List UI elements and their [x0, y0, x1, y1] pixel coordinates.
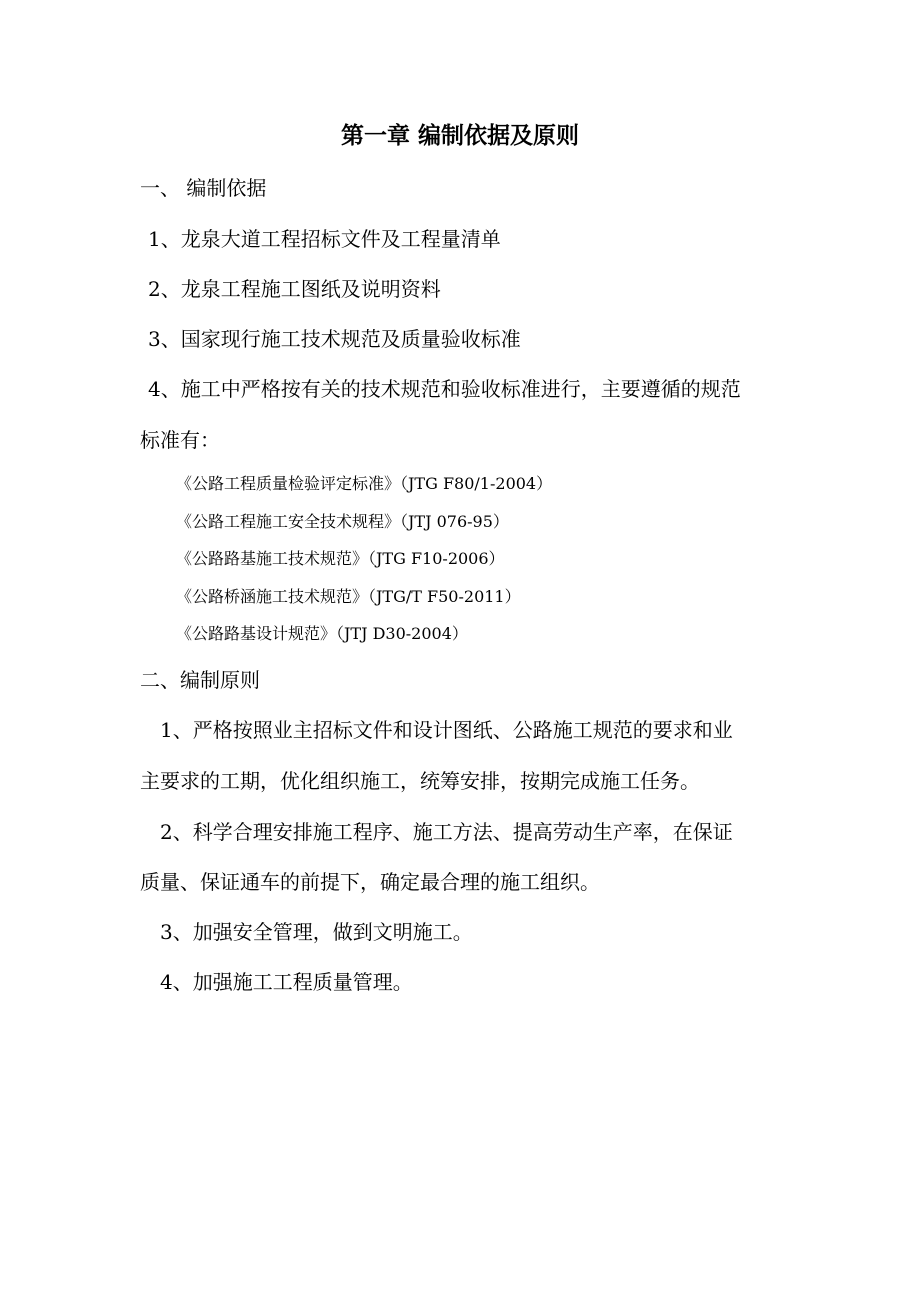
basis-item-3: 3、国家现行施工技术规范及质量验收标准 — [148, 327, 521, 351]
chapter-title: 第一章 编制依据及原则 — [340, 122, 579, 149]
principle-2-line-1: 2、科学合理安排施工程序、施工方法、提高劳动生产率，在保证 — [160, 820, 733, 844]
basis-item-2: 2、龙泉工程施工图纸及说明资料 — [148, 277, 441, 301]
principle-1-line-2: 主要求的工期，优化组织施工，统筹安排，按期完成施工任务。 — [140, 769, 700, 793]
standard-item-4: 《公路桥涵施工技术规范》（JTG/T F50-2011） — [176, 587, 521, 606]
standard-item-5: 《公路路基设计规范》（JTJ D30-2004） — [176, 624, 468, 643]
basis-item-1: 1、龙泉大道工程招标文件及工程量清单 — [148, 227, 501, 251]
standard-item-2: 《公路工程施工安全技术规程》（JTJ 076-95） — [176, 512, 509, 531]
principle-2-line-2: 质量、保证通车的前提下，确定最合理的施工组织。 — [140, 870, 600, 894]
basis-item-4: 4、施工中严格按有关的技术规范和验收标准进行，主要遵循的规范 — [148, 377, 741, 401]
basis-item-4-continuation: 标准有： — [140, 428, 220, 452]
section2-heading: 二、编制原则 — [140, 668, 260, 692]
standard-item-3: 《公路路基施工技术规范》（JTG F10-2006） — [176, 549, 505, 568]
standard-item-1: 《公路工程质量检验评定标准》（JTG F80/1-2004） — [176, 474, 553, 493]
principle-4: 4、加强施工工程质量管理。 — [160, 970, 413, 994]
principle-3: 3、加强安全管理，做到文明施工。 — [160, 920, 473, 944]
principle-1-line-1: 1、严格按照业主招标文件和设计图纸、公路施工规范的要求和业 — [160, 718, 733, 742]
section1-heading: 一、 编制依据 — [140, 176, 267, 200]
